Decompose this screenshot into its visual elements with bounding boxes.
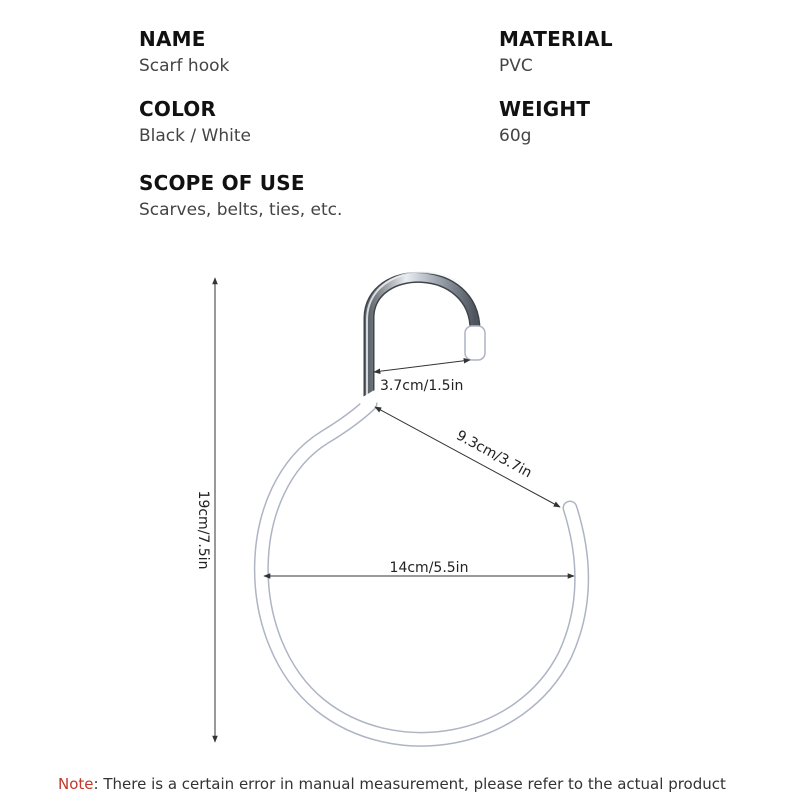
spec-scope-value: Scarves, belts, ties, etc. [139, 200, 343, 220]
note-key: Note [58, 775, 94, 793]
spec-color-label: COLOR [139, 97, 217, 121]
spec-material-label: MATERIAL [499, 27, 613, 51]
ring-width-dimension-label: 14cm/5.5in [389, 560, 469, 576]
spec-weight-value: 60g [499, 126, 532, 146]
spec-color-value: Black / White [139, 126, 251, 146]
spec-weight-label: WEIGHT [499, 97, 591, 121]
hook-end-cap [465, 326, 485, 360]
gap-dimension-label: 9.3cm/3.7in [453, 427, 535, 482]
spec-name-label: NAME [139, 27, 206, 51]
hook-opening-dimension-label: 3.7cm/1.5in [380, 378, 464, 394]
gap-dimension-line [375, 407, 560, 507]
spec-name-value: Scarf hook [139, 56, 230, 76]
measurement-note [58, 773, 726, 795]
hook-opening-dimension-line [374, 360, 470, 372]
spec-material-value: PVC [499, 56, 533, 76]
height-dimension-label: 19cm/7.5in [195, 490, 211, 570]
note-text: : There is a certain error in manual measurement, please refer to the actual product [93, 775, 726, 793]
spec-scope-label: SCOPE OF USE [139, 171, 305, 195]
